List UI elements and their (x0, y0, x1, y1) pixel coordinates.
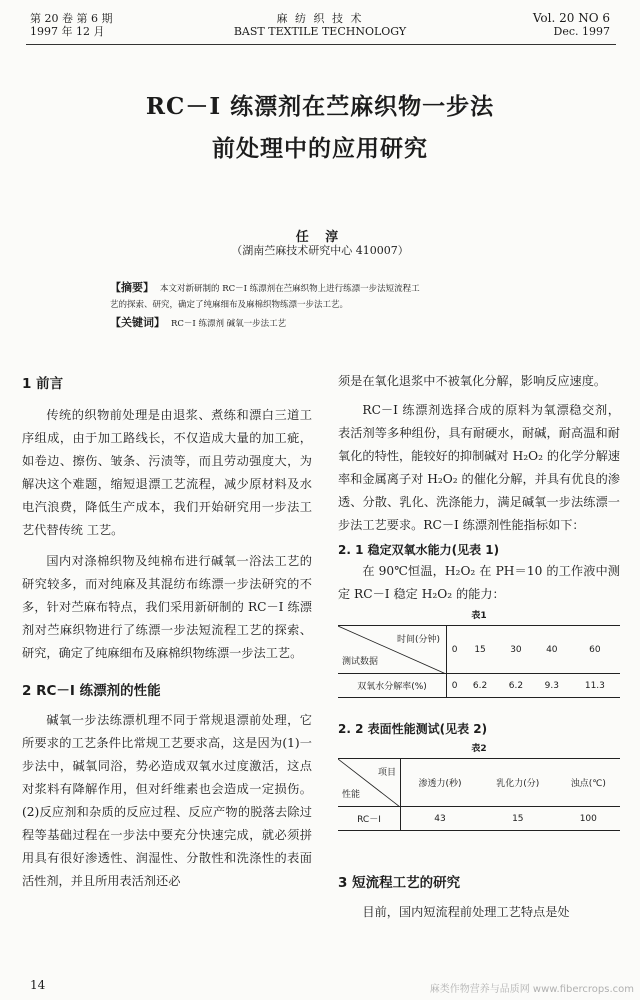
journal-name (200, 12, 440, 38)
paragraph-section-3: 目前，国内短流程前处理工艺特点是处 (362, 905, 570, 919)
issue-date: 1997 年 12 月 (30, 25, 105, 38)
author: 任 淳 (295, 230, 345, 245)
table-2-caption: 表2 (471, 744, 487, 754)
table-1-header-bottom: 测试数据 (342, 657, 379, 667)
table-1-cell: 6.2 (472, 680, 488, 691)
affiliation: （湖南苎麻技术研究中心 410007） (231, 244, 409, 257)
abstract-text-2: 艺的探索、研究，确定了纯麻细布及麻棉织物练漂一步法工艺。 (110, 300, 349, 310)
paragraph-mechanism: 碱氧一步法练漂机理不同于常规退漂前处理，它所要求的工艺条件比常规工艺要求高，这是因为(1)一步法中，碱氧同浴，势必造成双氧水过度激活，这点对浆料有降解作用，但对纤维素也会造成一定损伤。(2)反应剂和杂质的反应过程、反应产物的脱落去除过程等基础过程在一步法中要充分快速完成，就必须拼用具有很好渗透性、润湿性、分散性和洗涤性的表面活性剂，并且所用表活剂还必 (22, 713, 312, 888)
keywords-label: 【关键词】 (110, 316, 165, 329)
table-1-col: 40 (546, 644, 558, 655)
page-number: 14 (30, 978, 46, 992)
section-2-1-title: 2. 1 稳定双氧水能力(见表 1) (338, 543, 500, 557)
left-column (22, 372, 312, 893)
table-1-corner (338, 626, 447, 674)
table-1-cell: 6.2 (508, 680, 524, 691)
journal-name-en: BAST TEXTILE TECHNOLOGY (233, 25, 407, 38)
table-2 (338, 758, 620, 831)
keywords: RC－I 练漂剂 碱氧一步法工艺 (171, 319, 287, 329)
journal-volume-en (533, 12, 610, 38)
table-2-col: 乳化力(分) (496, 779, 540, 789)
table-1-caption: 表1 (471, 611, 487, 621)
table-2-corner (338, 759, 401, 807)
section-1-title: 1 前言 (22, 376, 64, 392)
paragraph-intro-2: 国内对涤棉织物及纯棉布进行碱氧一浴法工艺的研究较多，而对纯麻及其混纺布练漂一步法研究的不多，针对苎麻布特点，我们采用新研制的 RC－I 练漂剂对苎麻织物进行了练漂一步法短流程工艺的探索、研究，确定了纯麻细布及麻棉织物练漂一步法工艺。 (22, 554, 312, 660)
table-2-header-top: 项目 (377, 768, 396, 778)
table-1-col: 30 (510, 644, 522, 655)
table-2-row-label: RC－I (338, 807, 401, 831)
table-2-header-bottom: 性能 (342, 790, 361, 800)
section-2-2-title: 2. 2 表面性能测试(见表 2) (338, 722, 488, 736)
journal-issue (30, 12, 112, 38)
header-rule (26, 44, 616, 45)
table-2-col: 渗透力(秒) (418, 779, 462, 789)
table-2-cell: 100 (579, 813, 597, 824)
section-3-title: 3 短流程工艺的研究 (338, 875, 461, 891)
title-line-1: RC－I 练漂剂在苎麻织物一步法 (145, 93, 495, 120)
table-1 (338, 625, 620, 698)
abstract-text-1: 本文对新研制的 RC－I 练漂剂在苎麻织物上进行练漂一步法短流程工 (160, 284, 420, 294)
table-1-col: 15 (474, 644, 486, 655)
journal-name-cn: 麻 纺 织 技 术 (276, 12, 364, 25)
table-2-cell: 43 (434, 813, 446, 824)
table-1-cell: 0 (451, 680, 458, 691)
right-column (338, 370, 620, 924)
paragraph-properties: RC－I 练漂剂选择合成的原料为氧漂稳交剂，表活剂等多种组份，具有耐硬水，耐碱，耐高温和耐氧化的特性，能较好的抑制碱对 H₂O₂ 的化学分解速率和金属离子对 H₂O₂ 的催化分解，并具有优良的渗透、分散、乳化、洗涤能力，满足碱氧一步法练漂一步法工艺要求。RC－I 练漂剂性能指标如下： (338, 403, 620, 532)
date-en: Dec. 1997 (553, 25, 610, 38)
volume-en: Vol. 20 NO 6 (532, 11, 610, 25)
volume-issue: 第 20 卷 第 6 期 (30, 12, 113, 25)
table-2-col: 浊点(℃) (570, 779, 606, 789)
title-line-2: 前处理中的应用研究 (212, 135, 428, 162)
table-1-row-label: 双氧水分解率(%) (338, 674, 447, 698)
table-1-col: 60 (589, 644, 601, 655)
table-1-header-top: 时间(分钟) (396, 635, 440, 645)
table-1-col: 0 (451, 644, 458, 655)
section-2-title: 2 RC－I 练漂剂的性能 (22, 683, 161, 699)
watermark: 麻类作物营养与品质网 www.fibercrops.com (429, 984, 634, 995)
abstract (110, 280, 580, 332)
table-2-cell: 15 (512, 813, 524, 824)
table-1-cell: 11.3 (584, 680, 605, 691)
table-1-cell: 9.3 (544, 680, 559, 691)
paragraph-continued: 须是在氧化退浆中不被氧化分解，影响反应速度。 (338, 374, 607, 388)
paragraph-2-1: 在 90℃恒温，H₂O₂ 在 PH＝10 的工作液中测定 RC－I 稳定 H₂O₂ 的能力： (338, 564, 620, 601)
abstract-label: 【摘要】 (110, 281, 154, 294)
paragraph-intro-1: 传统的织物前处理是由退浆、煮练和漂白三道工序组成，由于加工路线长，不仅造成大量的加工疵，如卷边、擦伤、皱条、污渍等，而且劳动强度大，为解决这个难题，缩短退漂工艺流程，减少原材料及水电汽浪费，降低生产成本，我们开始研究用一步法工艺代替传统 工艺。 (22, 408, 312, 537)
